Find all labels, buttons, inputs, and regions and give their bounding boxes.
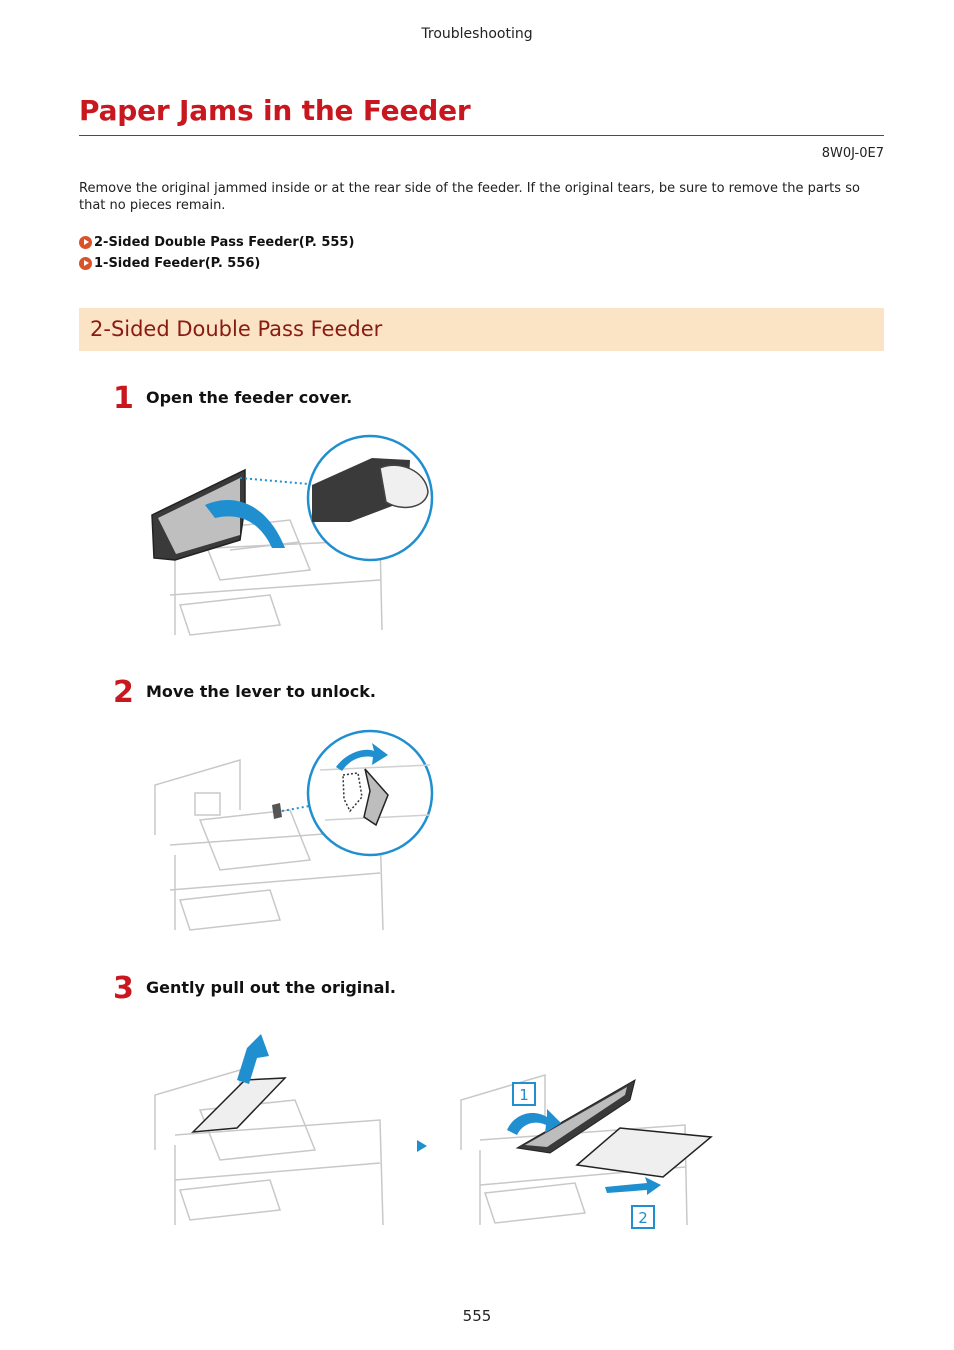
title-rule [79,135,884,136]
step-2-illustration [140,725,440,935]
link-2-sided-feeder[interactable] [79,235,354,250]
step-3-text: Gently pull out the original. [146,978,397,997]
step-3-number: 3 [113,971,134,1006]
section-title: 2-Sided Double Pass Feeder [90,317,383,341]
link-label: 1-Sided Feeder(P. 556) [94,256,261,271]
arrow-right-icon [79,236,92,249]
step-3-illustration-before [145,1020,390,1228]
callout-2-label: 2 [638,1209,648,1227]
step-3-sequence-arrow [415,1139,429,1153]
page-number: 555 [462,1307,492,1325]
step-3-illustration-after [455,1045,720,1230]
callout-1-label: 1 [519,1086,529,1104]
step-1-illustration [140,430,440,640]
step-2-number: 2 [113,675,134,710]
arrow-right-icon [79,257,92,270]
link-label: 2-Sided Double Pass Feeder(P. 555) [94,235,355,250]
step-1-number: 1 [113,381,134,416]
page-title: Paper Jams in the Feeder [79,94,471,127]
running-header: Troubleshooting [421,26,533,42]
step-1-text: Open the feeder cover. [146,388,353,407]
link-1-sided-feeder[interactable] [79,256,260,271]
intro-paragraph: Remove the original jammed inside or at the rear side of the feeder. If the original tears, be sure to remove the parts so that no pieces remain. [79,181,860,213]
document-id: 8W0J-0E7 [821,146,884,161]
step-2-text: Move the lever to unlock. [146,682,376,701]
